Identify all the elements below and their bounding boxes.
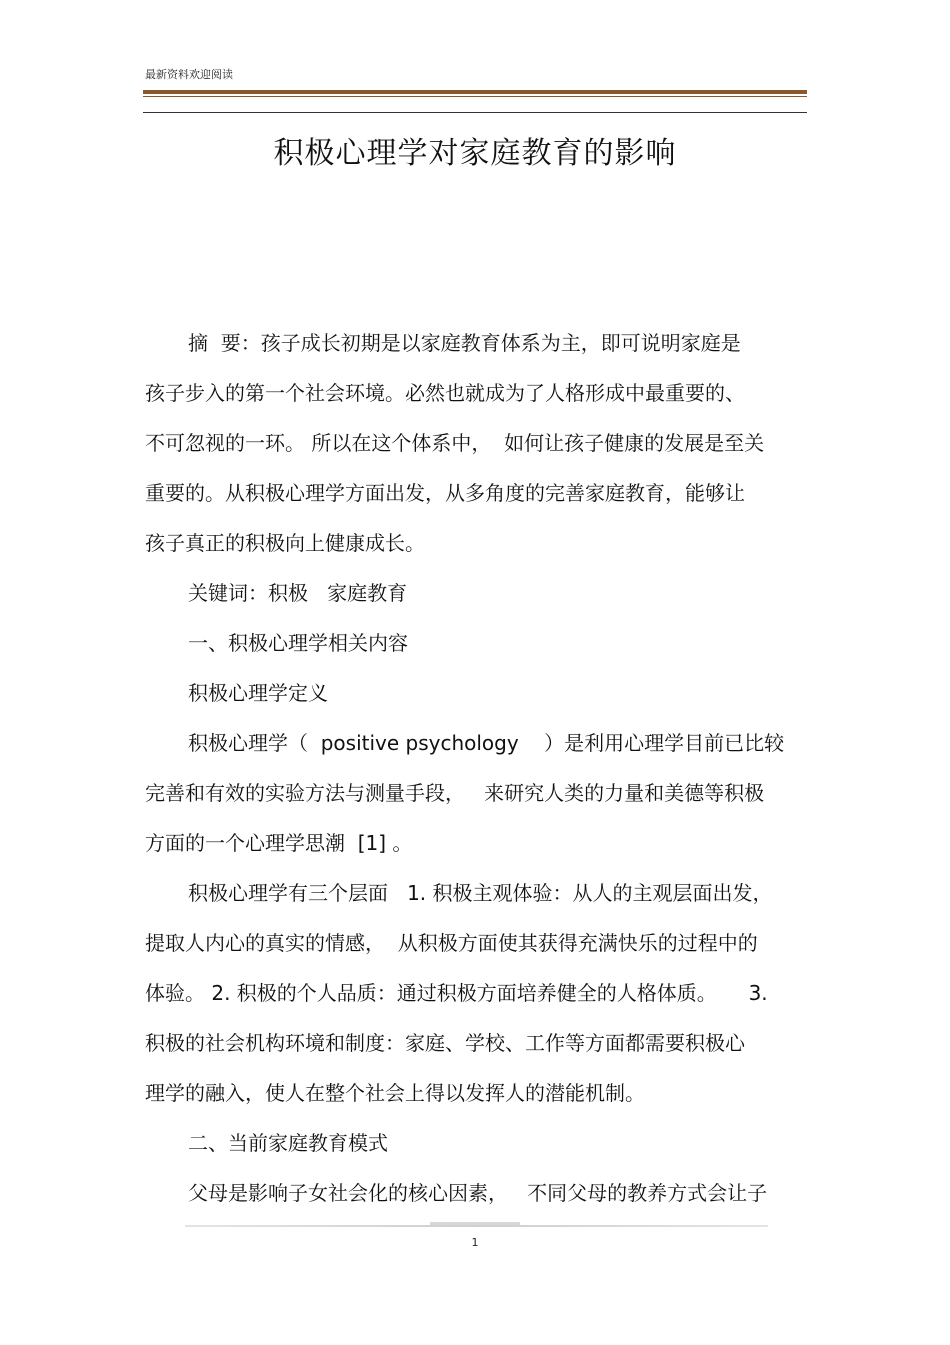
header-rule-thick <box>143 90 807 94</box>
header-rule-thin <box>143 96 807 97</box>
document-title: 积极心理学对家庭教育的影响 <box>273 136 677 171</box>
body-line: 重要的。从积极心理学方面出发，从多角度的完善家庭教育，能够让 <box>145 481 745 505</box>
section-heading: 二、当前家庭教育模式 <box>188 1131 388 1155</box>
page-number: 1 <box>471 1236 479 1249</box>
header-rule-bottom <box>143 112 807 113</box>
body-line: 完善和有效的实验方法与测量手段， 来研究人类的力量和美德等积极 <box>145 781 765 805</box>
subsection-heading: 积极心理学定义 <box>188 681 328 705</box>
header-text: 最新资料欢迎阅读 <box>145 68 233 81</box>
body-line: 积极心理学有三个层面 1. 积极主观体验：从人的主观层面出发， <box>188 881 773 905</box>
body-line: 孩子真正的积极向上健康成长。 <box>145 531 425 555</box>
body-line: 父母是影响子女社会化的核心因素， 不同父母的教养方式会让子 <box>188 1181 768 1205</box>
body-line: 体验。 2. 积极的个人品质：通过积极方面培养健全的人格体质。 3. <box>145 981 768 1005</box>
footer-rule-accent <box>430 1222 520 1225</box>
keywords-line: 关键词：积极 家庭教育 <box>188 581 408 605</box>
body-line: 孩子步入的第一个社会环境。必然也就成为了人格形成中最重要的、 <box>145 381 745 405</box>
section-heading: 一、积极心理学相关内容 <box>188 631 408 655</box>
body-line: 积极的社会机构环境和制度：家庭、学校、工作等方面都需要积极心 <box>145 1031 745 1055</box>
body-line: 不可忽视的一环。 所以在这个体系中， 如何让孩子健康的发展是至关 <box>145 431 765 455</box>
body-line: 提取人内心的真实的情感， 从积极方面使其获得充满快乐的过程中的 <box>145 931 758 955</box>
body-line: 方面的一个心理学思潮 [1] 。 <box>145 831 413 855</box>
footer-rule <box>185 1225 768 1227</box>
body-line: 积极心理学（ positive psychology ）是利用心理学目前已比较 <box>188 731 785 755</box>
body-line: 摘 要：孩子成长初期是以家庭教育体系为主，即可说明家庭是 <box>188 331 741 355</box>
body-line: 理学的融入，使人在整个社会上得以发挥人的潜能机制。 <box>145 1081 645 1105</box>
